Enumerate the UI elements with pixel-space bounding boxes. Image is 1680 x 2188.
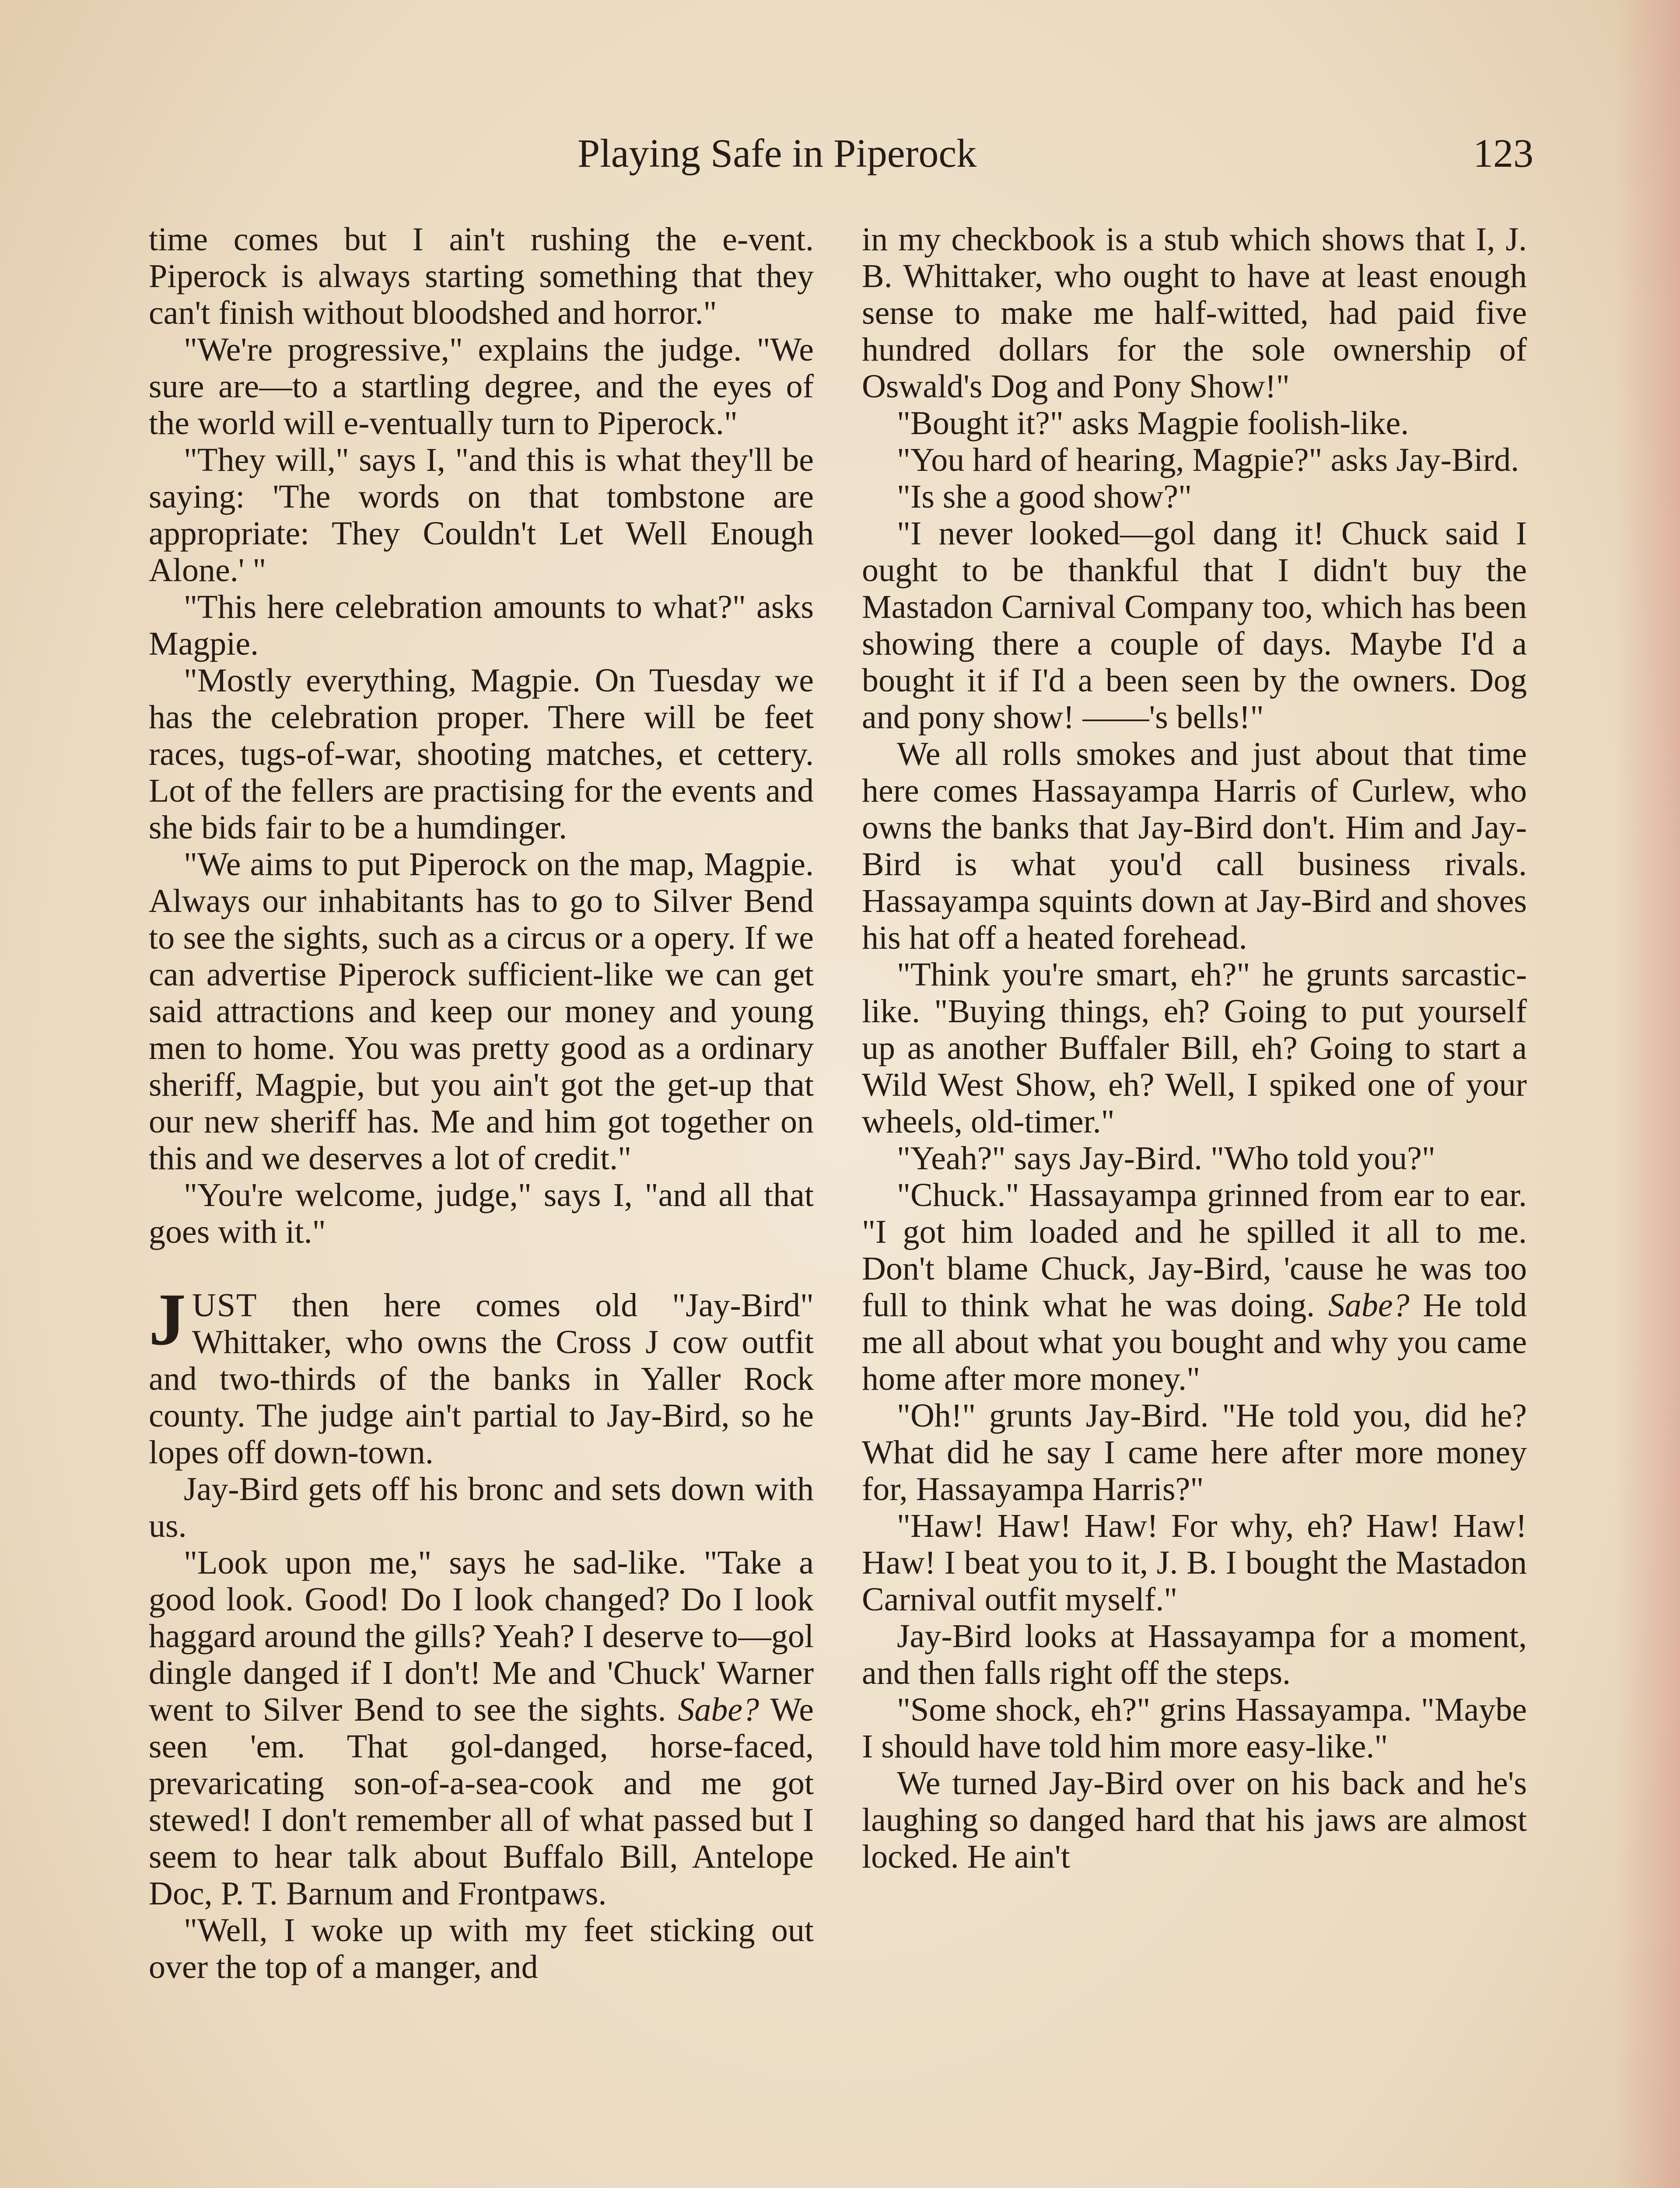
paragraph: "Bought it?" asks Magpie foolish-like. <box>897 405 1409 442</box>
paragraph: We turned Jay-Bird over on his back and he's laughing so danged hard that his jaws are almost locked. He ain't <box>862 1765 1527 1875</box>
paragraph: time comes but I ain't rushing the e-vent. Piperock is always starting something that they can't finish without bloodshed and horror." <box>149 221 814 331</box>
paragraph: "Haw! Haw! Haw! For why, eh? Haw! Haw! Haw! I beat you to it, J. B. I bought the Mastadon Carnival outfit myself." <box>862 1508 1527 1618</box>
paragraph-text: We seen 'em. That gol-danged, horse-faced, prevaricating son-of-a-sea-cook and me got stewed! I don't remember all of what passed but I seem to hear talk about Buffalo Bill, Antelope Doc, P. T. Barnum and Frontpaws. <box>149 1691 814 1912</box>
drop-cap: J <box>149 1278 186 1360</box>
italic-word: Sabe? <box>678 1691 760 1728</box>
paragraph: "We're progressive," explains the judge. "We sure are—to a startling degree, and the eyes of the world will e-ventually turn to Piperock." <box>149 331 814 442</box>
paragraph: "Think you're smart, eh?" he grunts sarcastic-like. "Buying things, eh? Going to put yourself up as another Buffaler Bill, eh? Going to start a Wild West Show, eh? Well, I spiked one of your wheels, old-timer." <box>862 956 1527 1140</box>
paragraph <box>149 1544 814 1912</box>
paragraph: "I never looked—gol dang it! Chuck said I ought to be thankful that I didn't buy the Mastadon Carnival Company too, which has been showing there a couple of days. Maybe I'd a bought it if I'd a been seen by the owners. Dog and pony show! ——'s bells!" <box>862 515 1527 736</box>
paragraph: Jay-Bird looks at Hassayampa for a moment, and then falls right off the steps. <box>862 1618 1527 1691</box>
paragraph: Jay-Bird gets off his bronc and sets down with us. <box>149 1471 814 1544</box>
small-caps-lead: UST <box>192 1287 258 1324</box>
paragraph: "Some shock, eh?" grins Hassayampa. "Maybe I should have told him more easy-like." <box>862 1691 1527 1765</box>
page-edge-tint <box>1614 0 1680 2188</box>
paragraph: "This here celebration amounts to what?" asks Magpie. <box>149 589 814 662</box>
paragraph: "Is she a good show?" <box>897 478 1192 515</box>
paragraph: in my checkbook is a stub which shows that I, J. B. Whittaker, who ought to have at least enough sense to make me half-witted, had paid five hundred dollars for the sole ownership of Oswald's Dog and Pony Show!" <box>862 221 1527 405</box>
paragraph-text: "Look upon me," says he sad-like. "Take a good look. Good! Do I look changed? Do I look haggard around the gills? Yeah? I deserve to—gol dingle danged if I don't! Me and 'Chuck' Warner went to Silver Bend to see the sights. <box>149 1544 814 1728</box>
paragraph: "Mostly everything, Magpie. On Tuesday we has the celebration proper. There will be feet races, tugs-of-war, shooting matches, et cettery. Lot of the fellers are practising for the events and she bids fair to be a humdinger. <box>149 662 814 846</box>
section-opening-paragraph <box>149 1278 814 1471</box>
italic-word: Sabe? <box>1328 1287 1410 1324</box>
page-number: 123 <box>1473 131 1533 175</box>
paragraph-text: He told me all about what you bought and why you came home after more money." <box>862 1287 1527 1397</box>
paragraph-text: "Chuck." Hassayampa grinned from ear to ear. "I got him loaded and he spilled it all to me. Don't blame Chuck, Jay-Bird, 'cause he was too full to think what he was doing. <box>862 1177 1527 1324</box>
paragraph: "They will," says I, "and this is what they'll be saying: 'The words on that tombstone are appropriate: They Couldn't Let Well Enough Alone.' " <box>149 442 814 589</box>
paragraph: "You hard of hearing, Magpie?" asks Jay-Bird. <box>897 442 1519 478</box>
paragraph: "Yeah?" says Jay-Bird. "Who told you?" <box>897 1140 1435 1177</box>
running-title: Playing Safe in Piperock <box>578 131 977 175</box>
left-column <box>149 221 814 1985</box>
paragraph: "Oh!" grunts Jay-Bird. "He told you, did he? What did he say I came here after more money for, Hassayampa Harris?" <box>862 1397 1527 1508</box>
paragraph: We all rolls smokes and just about that time here comes Hassayampa Harris of Curlew, who owns the banks that Jay-Bird don't. Him and Jay-Bird is what you'd call business rivals. Hassayampa squints down at Jay-Bird and shoves his hat off a heated forehead. <box>862 736 1527 956</box>
paragraph-text: then here comes old "Jay-Bird" Whittaker, who owns the Cross J cow outfit and two-thirds of the banks in Yaller Rock county. The judge ain't partial to Jay-Bird, so he lopes off down-town. <box>149 1287 814 1471</box>
paragraph: "Well, I woke up with my feet sticking out over the top of a manger, and <box>149 1912 814 1985</box>
paragraph: "You're welcome, judge," says I, "and all that goes with it." <box>149 1177 814 1250</box>
right-column <box>862 221 1527 1875</box>
paragraph: "We aims to put Piperock on the map, Magpie. Always our inhabitants has to go to Silver Bend to see the sights, such as a circus or a opery. If we can advertise Piperock sufficient-like we can get said attractions and keep our money and young men to home. You was pretty good as a ordinary sheriff, Magpie, but you ain't got the get-up that our new sheriff has. Me and him got together on this and we deserves a lot of credit." <box>149 846 814 1177</box>
paragraph <box>862 1177 1527 1397</box>
